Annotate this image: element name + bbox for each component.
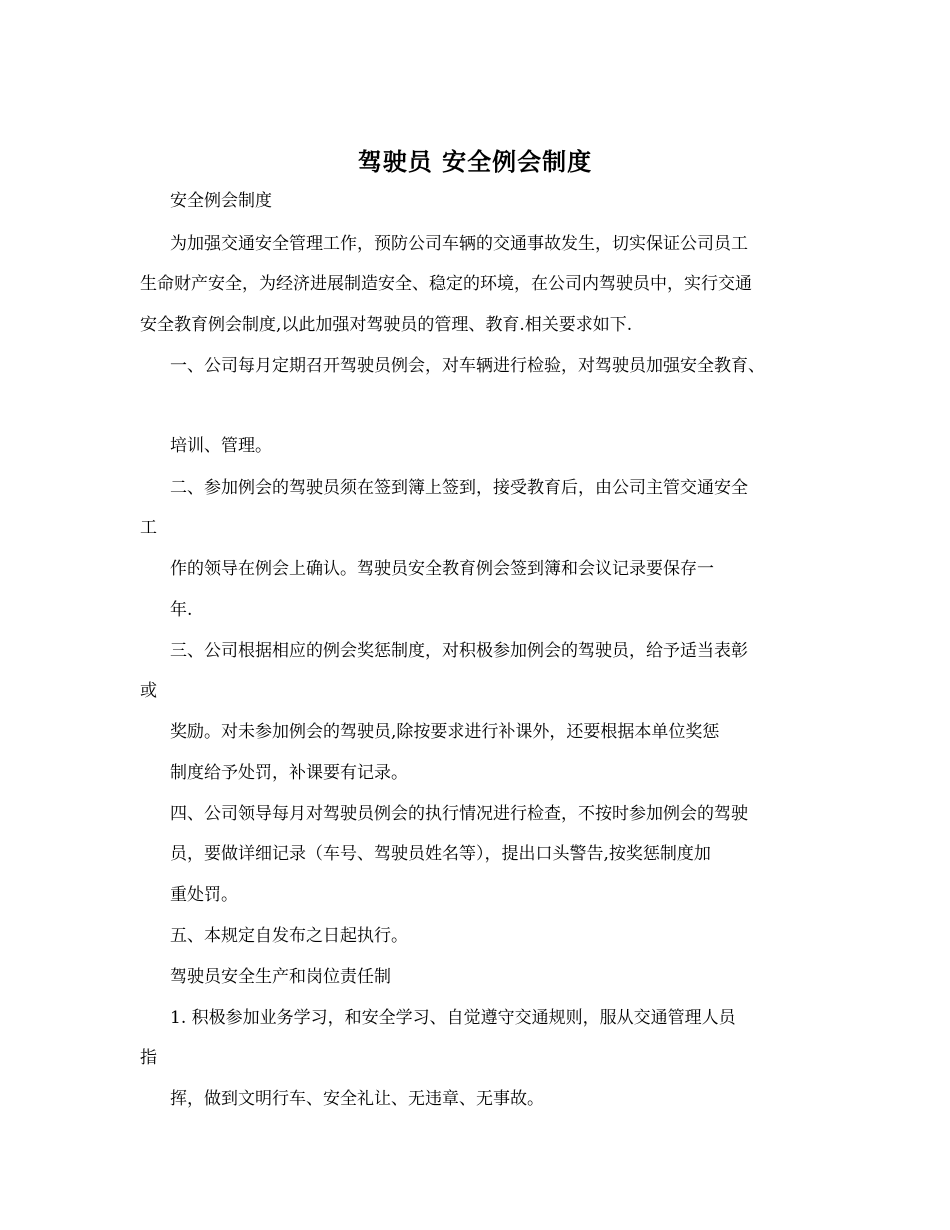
paragraph-line: 五、本规定自发布之日起执行。 xyxy=(170,926,408,946)
paragraph-line: 重处罚。 xyxy=(170,885,238,905)
paragraph-line: 制度给予处罚，补课要有记录。 xyxy=(170,763,408,783)
paragraph-line: 1. 积极参加业务学习，和安全学习、自觉遵守交通规则，服从交通管理人员 xyxy=(170,1008,736,1028)
paragraph-line: 三、公司根据相应的例会奖惩制度，对积极参加例会的驾驶员，给予适当表彰 xyxy=(170,641,748,661)
paragraph-line: 工 xyxy=(140,518,157,538)
paragraph-line: 员，要做详细记录（车号、驾驶员姓名等），提出口头警告,按奖惩制度加 xyxy=(170,844,711,864)
paragraph-line: 作的领导在例会上确认。驾驶员安全教育例会签到簿和会议记录要保存一 xyxy=(170,559,714,579)
paragraph-line: 生命财产安全，为经济进展制造安全、稳定的环境，在公司内驾驶员中，实行交通 xyxy=(140,274,752,294)
paragraph-line: 培训、管理。 xyxy=(170,436,272,456)
document-title: 驾驶员 安全例会制度 xyxy=(357,147,593,176)
section-heading: 安全例会制度 xyxy=(170,191,272,211)
paragraph-line: 为加强交通安全管理工作，预防公司车辆的交通事故发生，切实保证公司员工 xyxy=(170,234,748,254)
paragraph-line: 或 xyxy=(140,681,157,701)
paragraph-line: 二、参加例会的驾驶员须在签到簿上签到，接受教育后，由公司主管交通安全 xyxy=(170,478,748,498)
paragraph-line: 一、公司每月定期召开驾驶员例会，对车辆进行检验，对驾驶员加强安全教育、 xyxy=(170,356,765,376)
paragraph-line: 年. xyxy=(170,600,193,620)
paragraph-line: 指 xyxy=(140,1048,157,1068)
section-heading: 驾驶员安全生产和岗位责任制 xyxy=(170,967,391,987)
paragraph-line: 挥，做到文明行车、安全礼让、无违章、无事故。 xyxy=(170,1089,544,1109)
paragraph-line: 四、公司领导每月对驾驶员例会的执行情况进行检查，不按时参加例会的驾驶 xyxy=(170,804,748,824)
paragraph-line: 奖励。对未参加例会的驾驶员,除按要求进行补课外，还要根据本单位奖惩 xyxy=(170,722,720,742)
paragraph-line: 安全教育例会制度,以此加强对驾驶员的管理、教育.相关要求如下. xyxy=(140,315,633,335)
